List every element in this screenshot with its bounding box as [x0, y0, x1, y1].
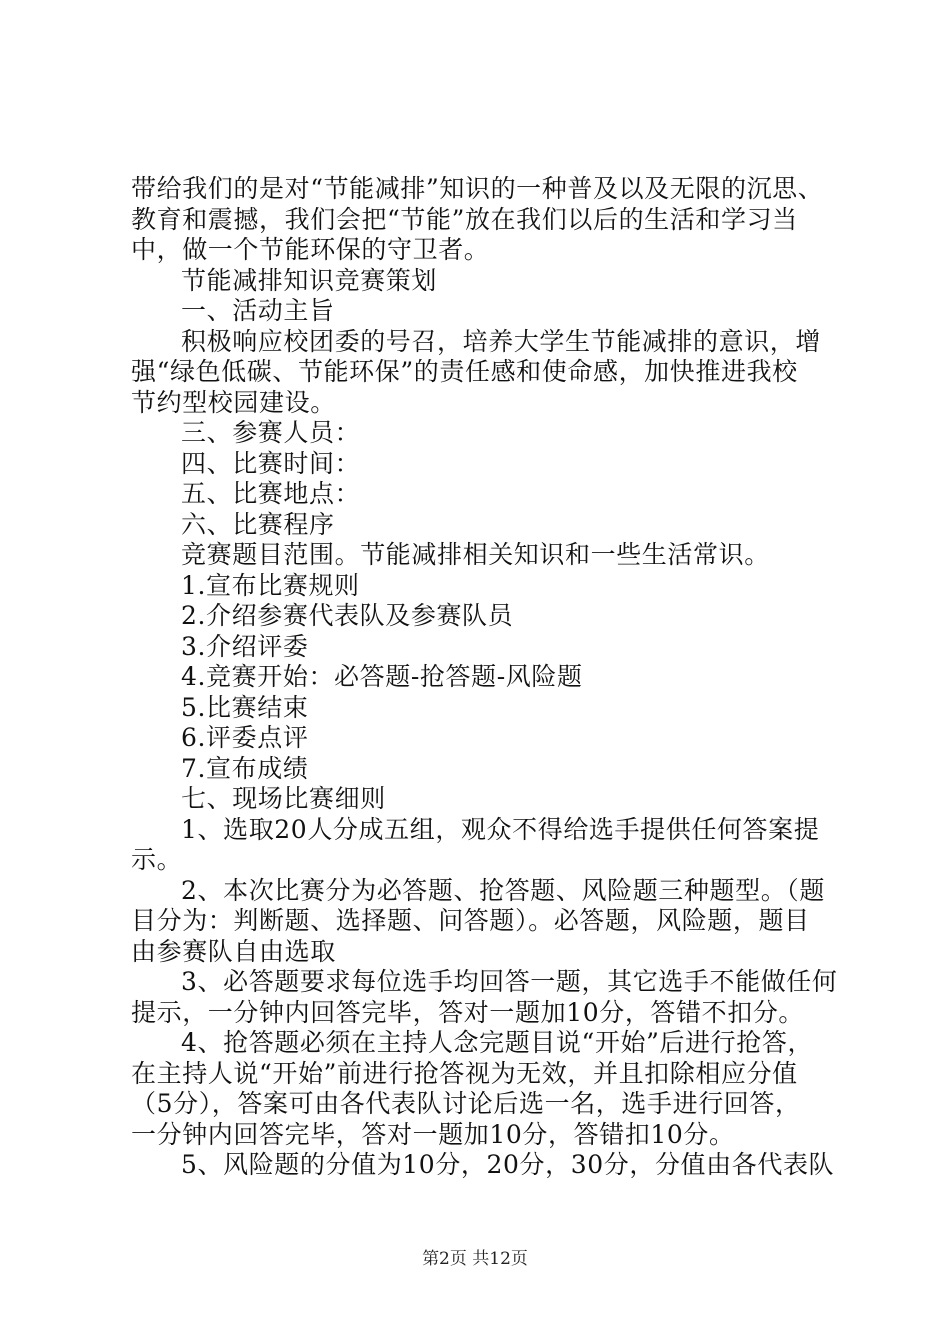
text-line: 带给我们的是对“节能减排”知识的一种普及以及无限的沉思、	[131, 174, 824, 203]
text-line: 5.比赛结束	[181, 692, 309, 722]
text-line: 五、比赛地点：	[181, 479, 361, 508]
text-line: 竞赛题目范围。节能减排相关知识和一些生活常识。	[181, 540, 770, 569]
text-line: 提示，一分钟内回答完毕，答对一题加10分，答错不扣分。	[131, 997, 805, 1027]
text-line: 六、比赛程序	[181, 509, 335, 539]
text-line: 1、选取20人分成五组，观众不得给选手提供任何答案提	[181, 814, 820, 844]
document-body	[131, 174, 838, 1181]
text-line: 四、比赛时间：	[181, 448, 361, 478]
text-line: 2.介绍参赛代表队及参赛队员	[181, 601, 514, 630]
text-line: 积极响应校团委的号召，培养大学生节能减排的意识，增	[181, 326, 822, 356]
text-line: 三、参赛人员：	[181, 418, 361, 447]
text-line: 目分为：判断题、选择题、问答题）。必答题，风险题，题目	[131, 906, 810, 935]
text-line: 6.评委点评	[181, 723, 309, 752]
text-line: 节约型校园建设。	[131, 387, 336, 417]
text-line: 中，做一个节能环保的守卫者。	[131, 235, 490, 264]
text-line: 在主持人说“开始”前进行抢答视为无效，并且扣除相应分值	[131, 1058, 798, 1088]
text-line: 示。	[131, 845, 183, 874]
text-line: 由参赛队自由选取	[131, 936, 336, 966]
text-line: 4、抢答题必须在主持人念完题目说“开始”后进行抢答，	[181, 1028, 814, 1057]
text-line: 7.宣布成绩	[181, 753, 309, 783]
text-line: 3、必答题要求每位选手均回答一题，其它选手不能做任何	[181, 967, 838, 996]
page-footer: 第2页 共12页	[422, 1249, 528, 1269]
text-line: 教育和震撼，我们会把“节能”放在我们以后的生活和学习当	[131, 204, 798, 234]
text-line: 七、现场比赛细则	[181, 784, 386, 813]
text-line: 强“绿色低碳、节能环保”的责任感和使命感，加快推进我校	[131, 357, 798, 386]
text-line: 5、风险题的分值为10分，20分，30分，分值由各代表队	[181, 1150, 835, 1179]
text-line: 一分钟内回答完毕，答对一题加10分，答错扣10分。	[131, 1119, 735, 1149]
text-line: 1.宣布比赛规则	[181, 570, 360, 600]
text-line: 3.介绍评委	[181, 631, 309, 661]
text-line: 2、本次比赛分为必答题、抢答题、风险题三种题型。（题	[181, 875, 826, 905]
text-line: 节能减排知识竞赛策划	[181, 265, 438, 295]
text-line: 4.竞赛开始：必答题-抢答题-风险题	[181, 662, 583, 691]
text-line: 一、活动主旨	[181, 296, 335, 325]
text-line: （5分），答案可由各代表队讨论后选一名，选手进行回答，	[131, 1089, 801, 1118]
